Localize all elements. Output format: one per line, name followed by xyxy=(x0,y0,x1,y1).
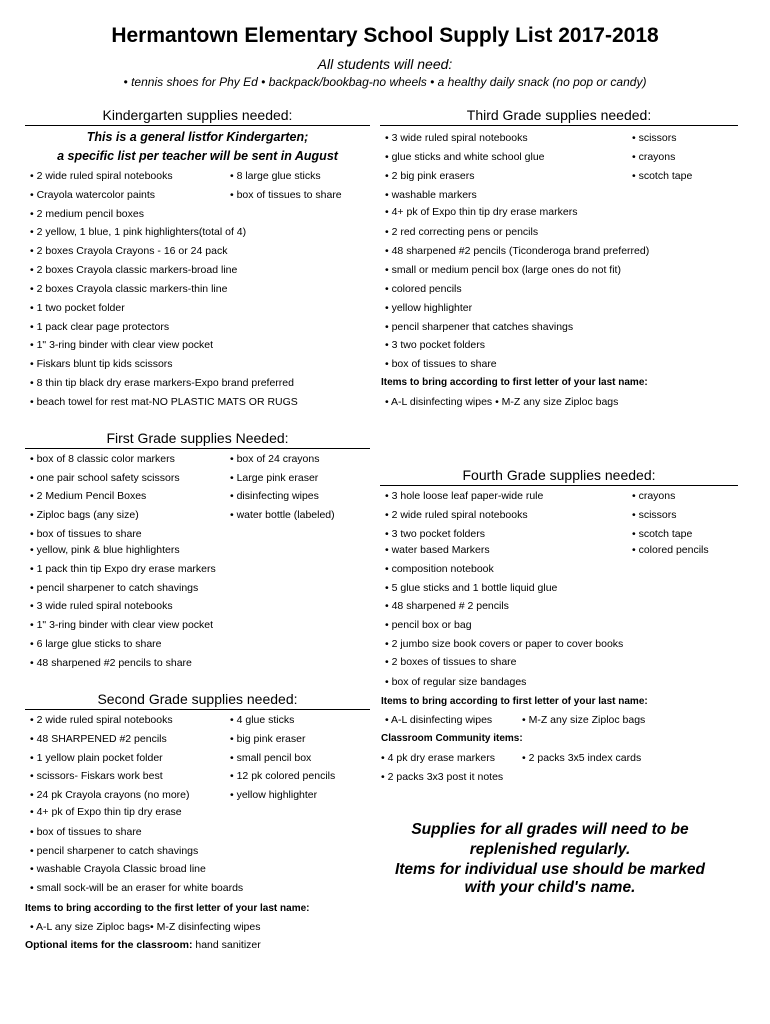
list-item: • box of tissues to share xyxy=(30,528,142,540)
list-item: • 4+ pk of Expo thin tip dry erase markers xyxy=(385,206,578,218)
list-item: • Large pink eraser xyxy=(230,472,319,484)
third-letter-note: Items to bring according to first letter of your last name: xyxy=(381,377,648,388)
optional-items xyxy=(25,939,261,951)
list-item: • 4 pk dry erase markers xyxy=(381,752,495,764)
list-item: • pencil sharpener that catches shavings xyxy=(385,321,574,333)
list-item: • 2 boxes Crayola classic markers-broad line xyxy=(30,264,238,276)
list-item: • 3 two pocket folders xyxy=(385,528,485,540)
list-item: • 2 Medium Pencil Boxes xyxy=(30,490,147,502)
all-students-line: • tennis shoes for Phy Ed • backpack/bookbag-no wheels • a healthy daily snack (no pop or candy) xyxy=(123,75,647,89)
kindergarten-heading: Kindergarten supplies needed: xyxy=(25,107,370,126)
fourth-letter-item-1: • A-L disinfecting wipes xyxy=(385,714,493,726)
list-item: • scissors xyxy=(632,509,677,521)
list-item: • yellow, pink & blue highlighters xyxy=(30,544,180,556)
third-letter-items: • A-L disinfecting wipes • M-Z any size Ziploc bags xyxy=(385,396,619,408)
list-item: • crayons xyxy=(632,151,676,163)
list-item: • yellow highlighter xyxy=(230,789,318,801)
list-item: • 2 boxes Crayola Crayons - 16 or 24 pack xyxy=(30,245,228,257)
page-title: Hermantown Elementary School Supply List 2017-2018 xyxy=(111,24,659,47)
closing-line-1: Supplies for all grades will need to be xyxy=(411,821,689,838)
list-item: • scissors xyxy=(632,132,677,144)
all-students-heading: All students will need: xyxy=(317,56,453,72)
list-item: • water based Markers xyxy=(385,544,490,556)
list-item: • Ziploc bags (any size) xyxy=(30,509,139,521)
first-grade-heading: First Grade supplies Needed: xyxy=(25,430,370,449)
list-item: • 2 boxes Crayola classic markers-thin line xyxy=(30,283,228,295)
list-item: • Crayola watercolor paints xyxy=(30,189,156,201)
list-item: • scotch tape xyxy=(632,528,693,540)
list-item: • box of 24 crayons xyxy=(230,453,320,465)
list-item: • 2 boxes of tissues to share xyxy=(385,656,517,668)
list-item: • 2 yellow, 1 blue, 1 pink highlighters(total of 4) xyxy=(30,226,247,238)
list-item: • 3 wide ruled spiral notebooks xyxy=(385,132,528,144)
list-item: • 8 large glue sticks xyxy=(230,170,321,182)
list-item: • big pink eraser xyxy=(230,733,306,745)
list-item: • 2 red correcting pens or pencils xyxy=(385,226,539,238)
list-item: • box of tissues to share xyxy=(230,189,342,201)
list-item: • 4+ pk of Expo thin tip dry erase xyxy=(30,806,182,818)
second-grade-heading: Second Grade supplies needed: xyxy=(25,691,370,710)
list-item: • glue sticks and white school glue xyxy=(385,151,545,163)
list-item: • 2 wide ruled spiral notebooks xyxy=(30,714,173,726)
list-item: • water bottle (labeled) xyxy=(230,509,335,521)
list-item: • box of tissues to share xyxy=(30,826,142,838)
list-item: • 3 hole loose leaf paper-wide rule xyxy=(385,490,544,502)
list-item: • 2 packs 3x5 index cards xyxy=(522,752,642,764)
list-item: • box of 8 classic color markers xyxy=(30,453,175,465)
list-item: • 2 wide ruled spiral notebooks xyxy=(30,170,173,182)
closing-line-2: replenished regularly. xyxy=(469,841,631,858)
list-item: • scotch tape xyxy=(632,170,693,182)
list-item: • 1 yellow plain pocket folder xyxy=(30,752,163,764)
list-item: • colored pencils xyxy=(385,283,462,295)
list-item: • 5 glue sticks and 1 bottle liquid glue xyxy=(385,582,558,594)
list-item: • 1 pack thin tip Expo dry erase markers xyxy=(30,563,216,575)
list-item: • 48 sharpened # 2 pencils xyxy=(385,600,509,612)
list-item: • washable Crayola Classic broad line xyxy=(30,863,206,875)
community-label: Classroom Community items: xyxy=(381,733,523,744)
list-item: • 48 sharpened #2 pencils to share xyxy=(30,657,192,669)
list-item: • disinfecting wipes xyxy=(230,490,319,502)
list-item: • 2 medium pencil boxes xyxy=(30,208,144,220)
list-item: • 1" 3-ring binder with clear view pocket xyxy=(30,339,214,351)
list-item: • 1" 3-ring binder with clear view pocket xyxy=(30,619,214,631)
list-item: • small sock-will be an eraser for white boards xyxy=(30,882,244,894)
list-item: • colored pencils xyxy=(632,544,709,556)
list-item: • box of regular size bandages xyxy=(385,676,527,688)
list-item: • 2 packs 3x3 post it notes xyxy=(381,771,504,783)
list-item: • 2 big pink erasers xyxy=(385,170,475,182)
list-item: • 3 two pocket folders xyxy=(385,339,485,351)
kindergarten-note-1: This is a general listfor Kindergarten; xyxy=(86,130,309,144)
list-item: • 3 wide ruled spiral notebooks xyxy=(30,600,173,612)
list-item: • 8 thin tip black dry erase markers-Expo brand preferred xyxy=(30,377,294,389)
list-item: • yellow highlighter xyxy=(385,302,473,314)
list-item: • 48 sharpened #2 pencils (Ticonderoga brand preferred) xyxy=(385,245,650,257)
list-item: • crayons xyxy=(632,490,676,502)
optional-value: hand sanitizer xyxy=(192,939,261,951)
fourth-letter-item-2: • M-Z any size Ziploc bags xyxy=(522,714,646,726)
second-letter-items: • A-L any size Ziploc bags• M-Z disinfecting wipes xyxy=(30,921,261,933)
list-item: • scissors- Fiskars work best xyxy=(30,770,163,782)
list-item: • 2 jumbo size book covers or paper to cover books xyxy=(385,638,624,650)
list-item: • washable markers xyxy=(385,189,477,201)
list-item: • pencil sharpener to catch shavings xyxy=(30,845,199,857)
closing-line-4: with your child's name. xyxy=(464,879,636,896)
fourth-grade-heading: Fourth Grade supplies needed: xyxy=(380,467,738,486)
list-item: • pencil box or bag xyxy=(385,619,472,631)
list-item: • Fiskars blunt tip kids scissors xyxy=(30,358,173,370)
list-item: • 48 SHARPENED #2 pencils xyxy=(30,733,167,745)
list-item: • pencil sharpener to catch shavings xyxy=(30,582,199,594)
list-item: • 1 two pocket folder xyxy=(30,302,125,314)
fourth-letter-note: Items to bring according to first letter of your last name: xyxy=(381,696,648,707)
list-item: • 6 large glue sticks to share xyxy=(30,638,162,650)
list-item: • 24 pk Crayola crayons (no more) xyxy=(30,789,190,801)
list-item: • 2 wide ruled spiral notebooks xyxy=(385,509,528,521)
list-item: • beach towel for rest mat-NO PLASTIC MATS OR RUGS xyxy=(30,396,298,408)
list-item: • small pencil box xyxy=(230,752,312,764)
list-item: • 12 pk colored pencils xyxy=(230,770,336,782)
list-item: • 4 glue sticks xyxy=(230,714,295,726)
list-item: • 1 pack clear page protectors xyxy=(30,321,170,333)
kindergarten-note-2: a specific list per teacher will be sent in August xyxy=(57,149,338,163)
list-item: • one pair school safety scissors xyxy=(30,472,180,484)
optional-label: Optional items for the classroom: xyxy=(25,939,193,951)
closing-line-3: Items for individual use should be marked xyxy=(394,861,706,878)
second-letter-note: Items to bring according to the first letter of your last name: xyxy=(25,903,310,914)
list-item: • box of tissues to share xyxy=(385,358,497,370)
third-grade-heading: Third Grade supplies needed: xyxy=(380,107,738,126)
list-item: • small or medium pencil box (large ones do not fit) xyxy=(385,264,621,276)
list-item: • composition notebook xyxy=(385,563,494,575)
